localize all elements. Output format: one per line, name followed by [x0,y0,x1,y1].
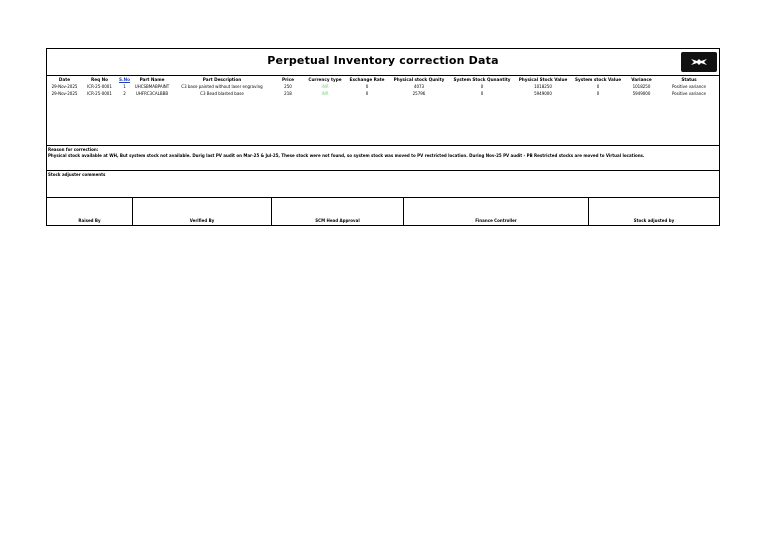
cell-part-name: UHFRC3CALBBB [135,91,169,96]
cell-variance: 5949000 [632,91,651,96]
col-sno[interactable]: S.No [119,77,130,82]
cell-exchange-rate: 0 [365,84,369,89]
title-row [47,49,719,76]
inventory-table [47,76,719,97]
col-part-description: Part Description [202,77,242,82]
cell-system-qty: 0 [480,91,484,96]
col-system-value: System stock Value [574,77,622,82]
reason-text: Physical stock available at WH, But system stock not available. Durig last PV audit on Mar-25 & Jul-25, These stock were not found, so system stock was moved to PV restricted location. During Nov-25 PV audit - PB Restricted stocks are moved to Virtual locations. [48,153,645,158]
cell-date: 29-Nov-2025 [51,84,78,89]
signature-raised-by [47,198,133,226]
col-physical-value: Physical Stock Value [518,77,568,82]
signature-stock-adjusted-by [589,198,719,226]
cell-physical-value: 5949000 [534,91,552,96]
cell-part-description: C3 base painted without laser engraving [181,84,263,89]
signature-label: Finance Controller [475,218,517,223]
col-price: Price [282,77,294,82]
signature-finance-controller [404,198,589,226]
cell-exchange-rate: 0 [365,91,369,96]
reason-section [47,145,719,171]
col-req-no: Req No [91,77,108,82]
signature-label: Stock adjusted by [633,218,675,223]
col-date: Date [58,77,71,82]
table-header-row [47,76,719,83]
cell-currency: INR [321,84,329,89]
cell-system-value: 0 [596,84,600,89]
col-system-qty: System Stock Qunantity [453,77,511,82]
col-part-name: Part Name [139,77,165,82]
cell-part-description: C3 Bead blasted base [200,91,244,96]
signature-label: Raised By [78,218,101,223]
table-row [47,83,719,90]
cell-sno: 2 [123,91,126,96]
cell-req-no: ICR-25-0001 [87,84,112,89]
table-row [47,90,719,97]
inventory-correction-sheet [46,48,720,226]
cell-physical-value: 1018250 [534,84,552,89]
cell-status: Positive variance [672,91,706,96]
cell-physical-qty: 4073 [413,84,425,89]
col-status: Status [681,77,697,82]
cell-part-name: UHCSBMABPAINT [134,84,170,89]
sheet-title: Perpetual Inventory correction Data [267,54,499,67]
reason-label: Reason for correction: [48,147,99,152]
signature-scm-head [272,198,404,226]
cell-currency: INR [321,91,329,96]
cell-req-no: ICR-25-0001 [87,91,112,96]
signature-label: SCM Head Approval [315,218,360,223]
col-currency-type: Currency type [308,77,342,82]
signature-row [47,198,719,226]
cell-status: Positive variance [672,84,706,89]
signature-verified-by [133,198,272,226]
cell-price: 250 [284,84,292,89]
wing-logo-icon [681,52,717,72]
col-exchange-rate: Exchange Rate [349,77,385,82]
comments-label: Stock adjuster comments [48,172,106,177]
comments-section [47,171,719,198]
cell-sno: 1 [123,84,126,89]
cell-date: 29-Nov-2025 [51,91,78,96]
cell-system-qty: 0 [480,84,484,89]
col-physical-qty: Physical stock Qunity [393,77,445,82]
cell-system-value: 0 [596,91,600,96]
col-variance: Variance [631,77,652,82]
signature-label: Verified By [189,218,215,223]
cell-physical-qty: 25796 [412,91,426,96]
cell-price: 218 [284,91,292,96]
cell-variance: 1018250 [632,84,651,89]
